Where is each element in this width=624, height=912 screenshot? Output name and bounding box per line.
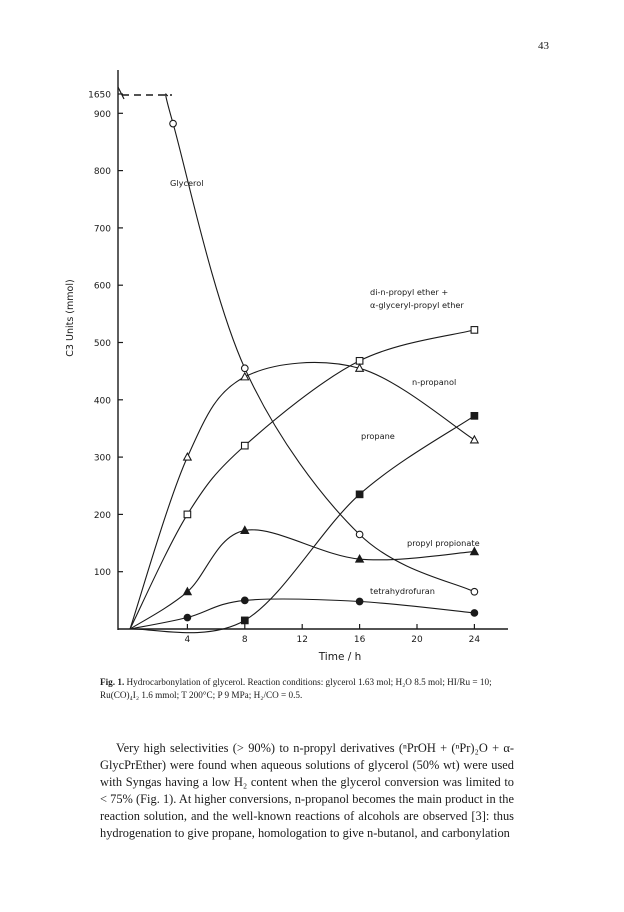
chart-labels (65, 91, 480, 664)
y-tick-label: 600 (93, 281, 111, 292)
chart-markers (170, 120, 478, 623)
y-tick-label: 100 (93, 568, 111, 579)
x-tick-label: 16 (353, 635, 366, 645)
caption-text: Hydrocarbonylation of glycerol. Reaction conditions: glycerol 1.63 mol; H₂O 8.5 mol; HI/Ru = 10; Ru(CO)₄I₂ 1.6 mmol; T 200°C; P 9 MPa; H₂/CO = 0.5. (100, 677, 492, 700)
page-number: 43 (538, 40, 549, 52)
x-tick-label: 4 (184, 635, 191, 645)
point-glycerol (242, 365, 249, 372)
y-tick-label: 200 (93, 510, 111, 521)
x-tick-label: 12 (296, 635, 308, 645)
point-tetrahydrofuran (184, 614, 191, 621)
point-n-propanol (471, 436, 479, 443)
series-label-di-n-propyl-ether-glyceryl-propyl-ether: di-n-propyl ether + (370, 287, 449, 297)
point-tetrahydrofuran (242, 597, 249, 604)
series-label-glycerol: Glycerol (170, 178, 204, 188)
x-axis-label: Time / h (318, 651, 362, 663)
body-paragraph: Very high selectivities (> 90%) to n-propyl derivatives (ⁿPrOH + (ⁿPr)₂O + α-GlycPrEther) were found when aqueous solutions of glycerol (50% wt) were used with Syngas having a low H₂ content when the glycerol conversion was limited to < 75% (Fig. 1). At higher conversions, n-propanol becomes the main product in the reaction solution, and the well-known reactions of alcohols are observed [3]: thus hydrogenation to give propane, homologation to give n-butanol, and carbonylation (100, 741, 514, 840)
x-tick-label: 24 (468, 635, 481, 645)
y-tick-label: 300 (93, 453, 111, 464)
point-glycerol (170, 120, 177, 127)
point-tetrahydrofuran (471, 610, 478, 617)
y-tick-label: 800 (93, 167, 111, 178)
x-tick-label: 8 (241, 635, 248, 645)
point-propane (356, 491, 363, 498)
series-label-di-n-propyl-ether-glyceryl-propyl-ether: α-glyceryl-propyl ether (370, 300, 464, 310)
x-tick-label: 20 (411, 635, 423, 645)
y-tick-label: 400 (93, 396, 111, 407)
point-di-n-propyl-ether-glyceryl-propyl-ether (242, 442, 249, 449)
y-tick-label: 900 (93, 109, 111, 120)
y-axis-label: C3 Units (mmol) (65, 279, 76, 357)
point-tetrahydrofuran (356, 598, 363, 605)
axis-break-mark (118, 87, 124, 99)
body-text (100, 740, 514, 842)
curve-di-n-propyl-ether-glyceryl-propyl-ether (130, 330, 474, 629)
curve-glycerol (166, 94, 475, 592)
point-di-n-propyl-ether-glyceryl-propyl-ether (184, 511, 191, 518)
point-n-propanol (184, 453, 192, 460)
point-propyl-propionate (471, 548, 479, 555)
y-tick-label: 1650 (88, 90, 111, 101)
point-di-n-propyl-ether-glyceryl-propyl-ether (471, 327, 478, 334)
caption-label: Fig. 1. (100, 677, 125, 687)
series-label-n-propanol: n-propanol (412, 377, 457, 387)
chart-curves (130, 94, 474, 633)
point-glycerol (356, 531, 363, 538)
point-propane (471, 413, 478, 420)
point-propane (242, 617, 249, 624)
series-label-propyl-propionate: propyl propionate (407, 538, 480, 548)
series-label-propane: propane (361, 431, 395, 441)
point-glycerol (471, 588, 478, 595)
y-tick-label: 500 (93, 339, 111, 349)
figure-caption (100, 676, 510, 702)
series-label-tetrahydrofuran: tetrahydrofuran (370, 586, 435, 596)
y-tick-label: 700 (93, 224, 111, 235)
